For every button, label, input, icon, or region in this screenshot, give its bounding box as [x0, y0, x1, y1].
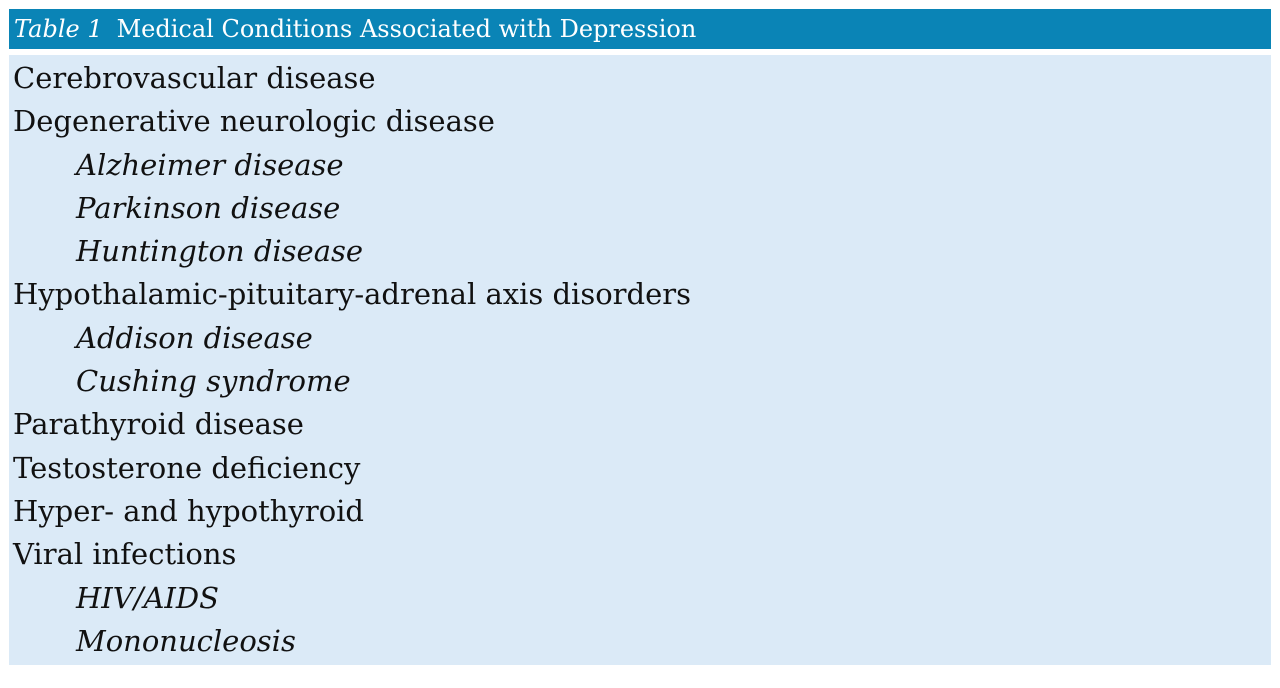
table-subrow: Alzheimer disease [76, 147, 344, 182]
table-title: Medical Conditions Associated with Depression [116, 15, 697, 43]
table-header [9, 9, 1271, 55]
table-row: Cerebrovascular disease [13, 61, 376, 95]
table-row: Viral infections [13, 537, 237, 572]
table-body [9, 55, 1271, 665]
table-row: Degenerative neurologic disease [13, 104, 495, 139]
table-subrow: HIV/AIDS [76, 580, 219, 615]
table-subrow: Parkinson disease [76, 190, 341, 225]
table-row: Testosterone deficiency [13, 450, 361, 485]
table-subrow: Huntington disease [76, 234, 364, 269]
table-label: Table 1 [14, 15, 103, 43]
table-row: Parathyroid disease [13, 407, 304, 442]
table-subrow: Addison disease [76, 320, 313, 355]
table-subrow: Cushing syndrome [76, 364, 351, 399]
table-row: Hypothalamic-pituitary-adrenal axis disorders [13, 277, 692, 312]
medical-conditions-table [9, 9, 1271, 665]
table-row: Hyper- and hypothyroid [13, 493, 364, 528]
table-subrow: Mononucleosis [76, 623, 296, 658]
